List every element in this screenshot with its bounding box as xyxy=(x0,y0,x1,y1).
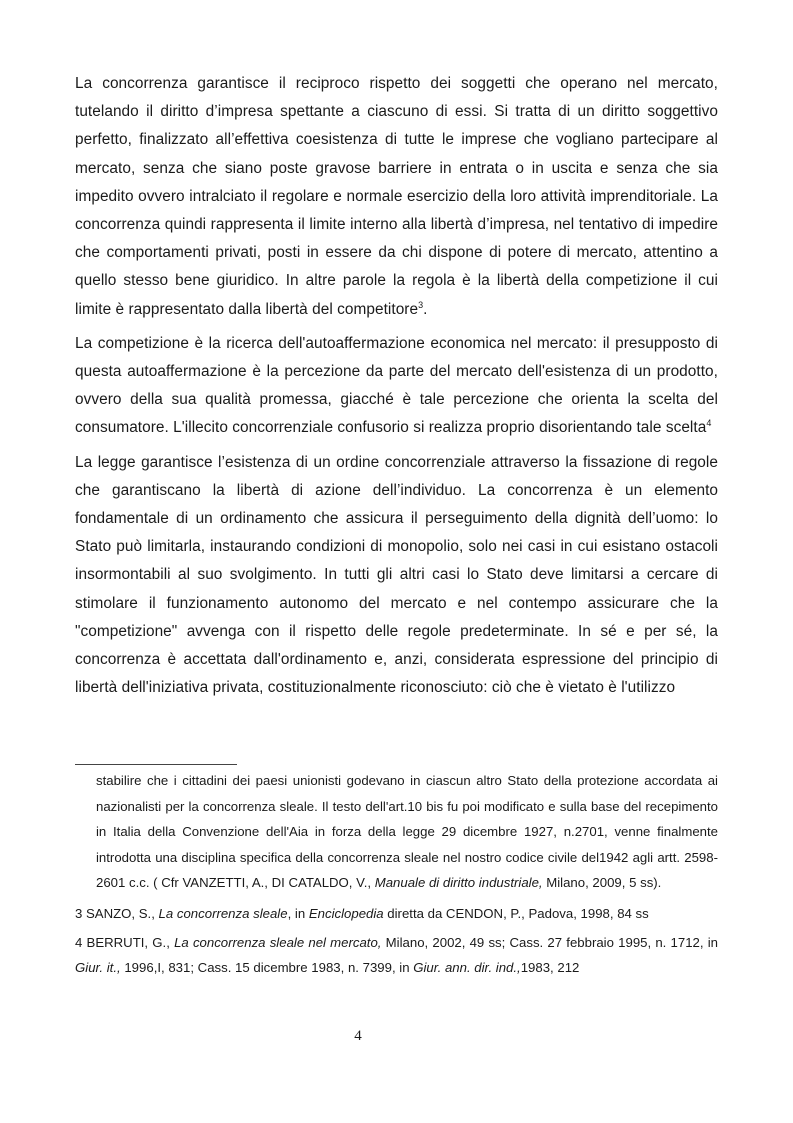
page-number: 4 xyxy=(354,1028,362,1044)
footnote-3: 3 SANZO, S., La concorrenza sleale, in Enciclopedia diretta da CENDON, P., Padova, 1998, 84 ss xyxy=(75,905,649,921)
footnote-ref-3[interactable]: 3 xyxy=(418,299,424,310)
footnotes xyxy=(75,768,718,984)
footnote-4: 4 BERRUTI, G., La concorrenza sleale nel mercato, Milano, 2002, 49 ss; Cass. 27 febbraio 1995, n. 1712, in Giur. it., 1996,I, 831; Cass. 15 dicembre 1983, n. 7399, in Giur. ann. dir. ind.,1983, 212 xyxy=(75,934,719,976)
main-text xyxy=(75,70,718,708)
paragraph-2: La competizione è la ricerca dell'autoaffermazione economica nel mercato: il presupposto di questa autoaffermazione è la percezione da parte del mercato dell'esistenza di un prodotto, ovvero della sua qualità promessa, giacché è tale percezione che orienta la scelta del consumatore. L'illecito concorrenziale confusorio si realizza proprio disorientando tale scelta$^4$ xyxy=(75,334,718,437)
footnote-ref-4[interactable]: 4 xyxy=(706,418,712,429)
footnote-separator xyxy=(75,764,237,765)
paragraph-3: La legge garantisce l’esistenza di un ordine concorrenziale attraverso la fissazione di regole che garantiscano la libertà di azione dell’individuo. La concorrenza è un elemento fondamentale di un ordinamento che assicura il perseguimento della dignità dell’uomo: lo Stato può limitarla, instaurando condizioni di monopolio, solo nei casi in cui esistano ostacoli insormontabili al suo svolgimento. In tutti gli altri casi lo Stato deve limitarsi a cercare di stimolare il funzionamento autonomo del mercato e nel contempo assicurare che la "competizione" avvenga con il rispetto delle regole predeterminate. In sé e per sé, la concorrenza è accettata dall'ordinamento e, anzi, considerata espressione del principio di libertà dell'iniziativa privata, costituzionalmente riconosciuto: ciò che è vietato è l'utilizzo xyxy=(75,453,718,697)
paragraph-1: La concorrenza garantisce il reciproco rispetto dei soggetti che operano nel mercato, tutelando il diritto d’impresa spettante a ciascuno di essi. Si tratta di un diritto soggettivo perfetto, finalizzato all’effettiva coesistenza di tutte le imprese che vogliano partecipare al mercato, senza che siano poste gravose barriere in entrata o in uscita e senza che sia impedito ovvero intralciato il regolare e normale esercizio della loro attività imprenditoriale. La concorrenza quindi rappresenta il limite interno alla libertà d’impresa, nel tentativo di impedire che comportamenti privati, posti in essere da chi dispone di potere di mercato, attentino a quello stesso bene giuridico. In altre parole la regola è la libertà della competizione il cui limite è rappresentato dalla libertà del competitore$^3$. xyxy=(75,75,718,318)
footnote-continued: stabilire che i cittadini dei paesi unionisti godevano in ciascun altro Stato della protezione accordata ai nazionalisti per la concorrenza sleale. Il testo dell'art.10 bis fu poi modificato e sulla base del recepimento in Italia della Convenzione dell'Aia in forza della legge 29 dicembre 1927, n.2701, venne finalmente introdotta una disciplina specifica della concorrenza sleale nel nostro codice civile del1942 agli artt. 2598-2601 c.c. ( Cfr VANZETTI, A., DI CATALDO, V., Manuale di diritto industriale, Milano, 2009, 5 ss). xyxy=(96,773,718,891)
